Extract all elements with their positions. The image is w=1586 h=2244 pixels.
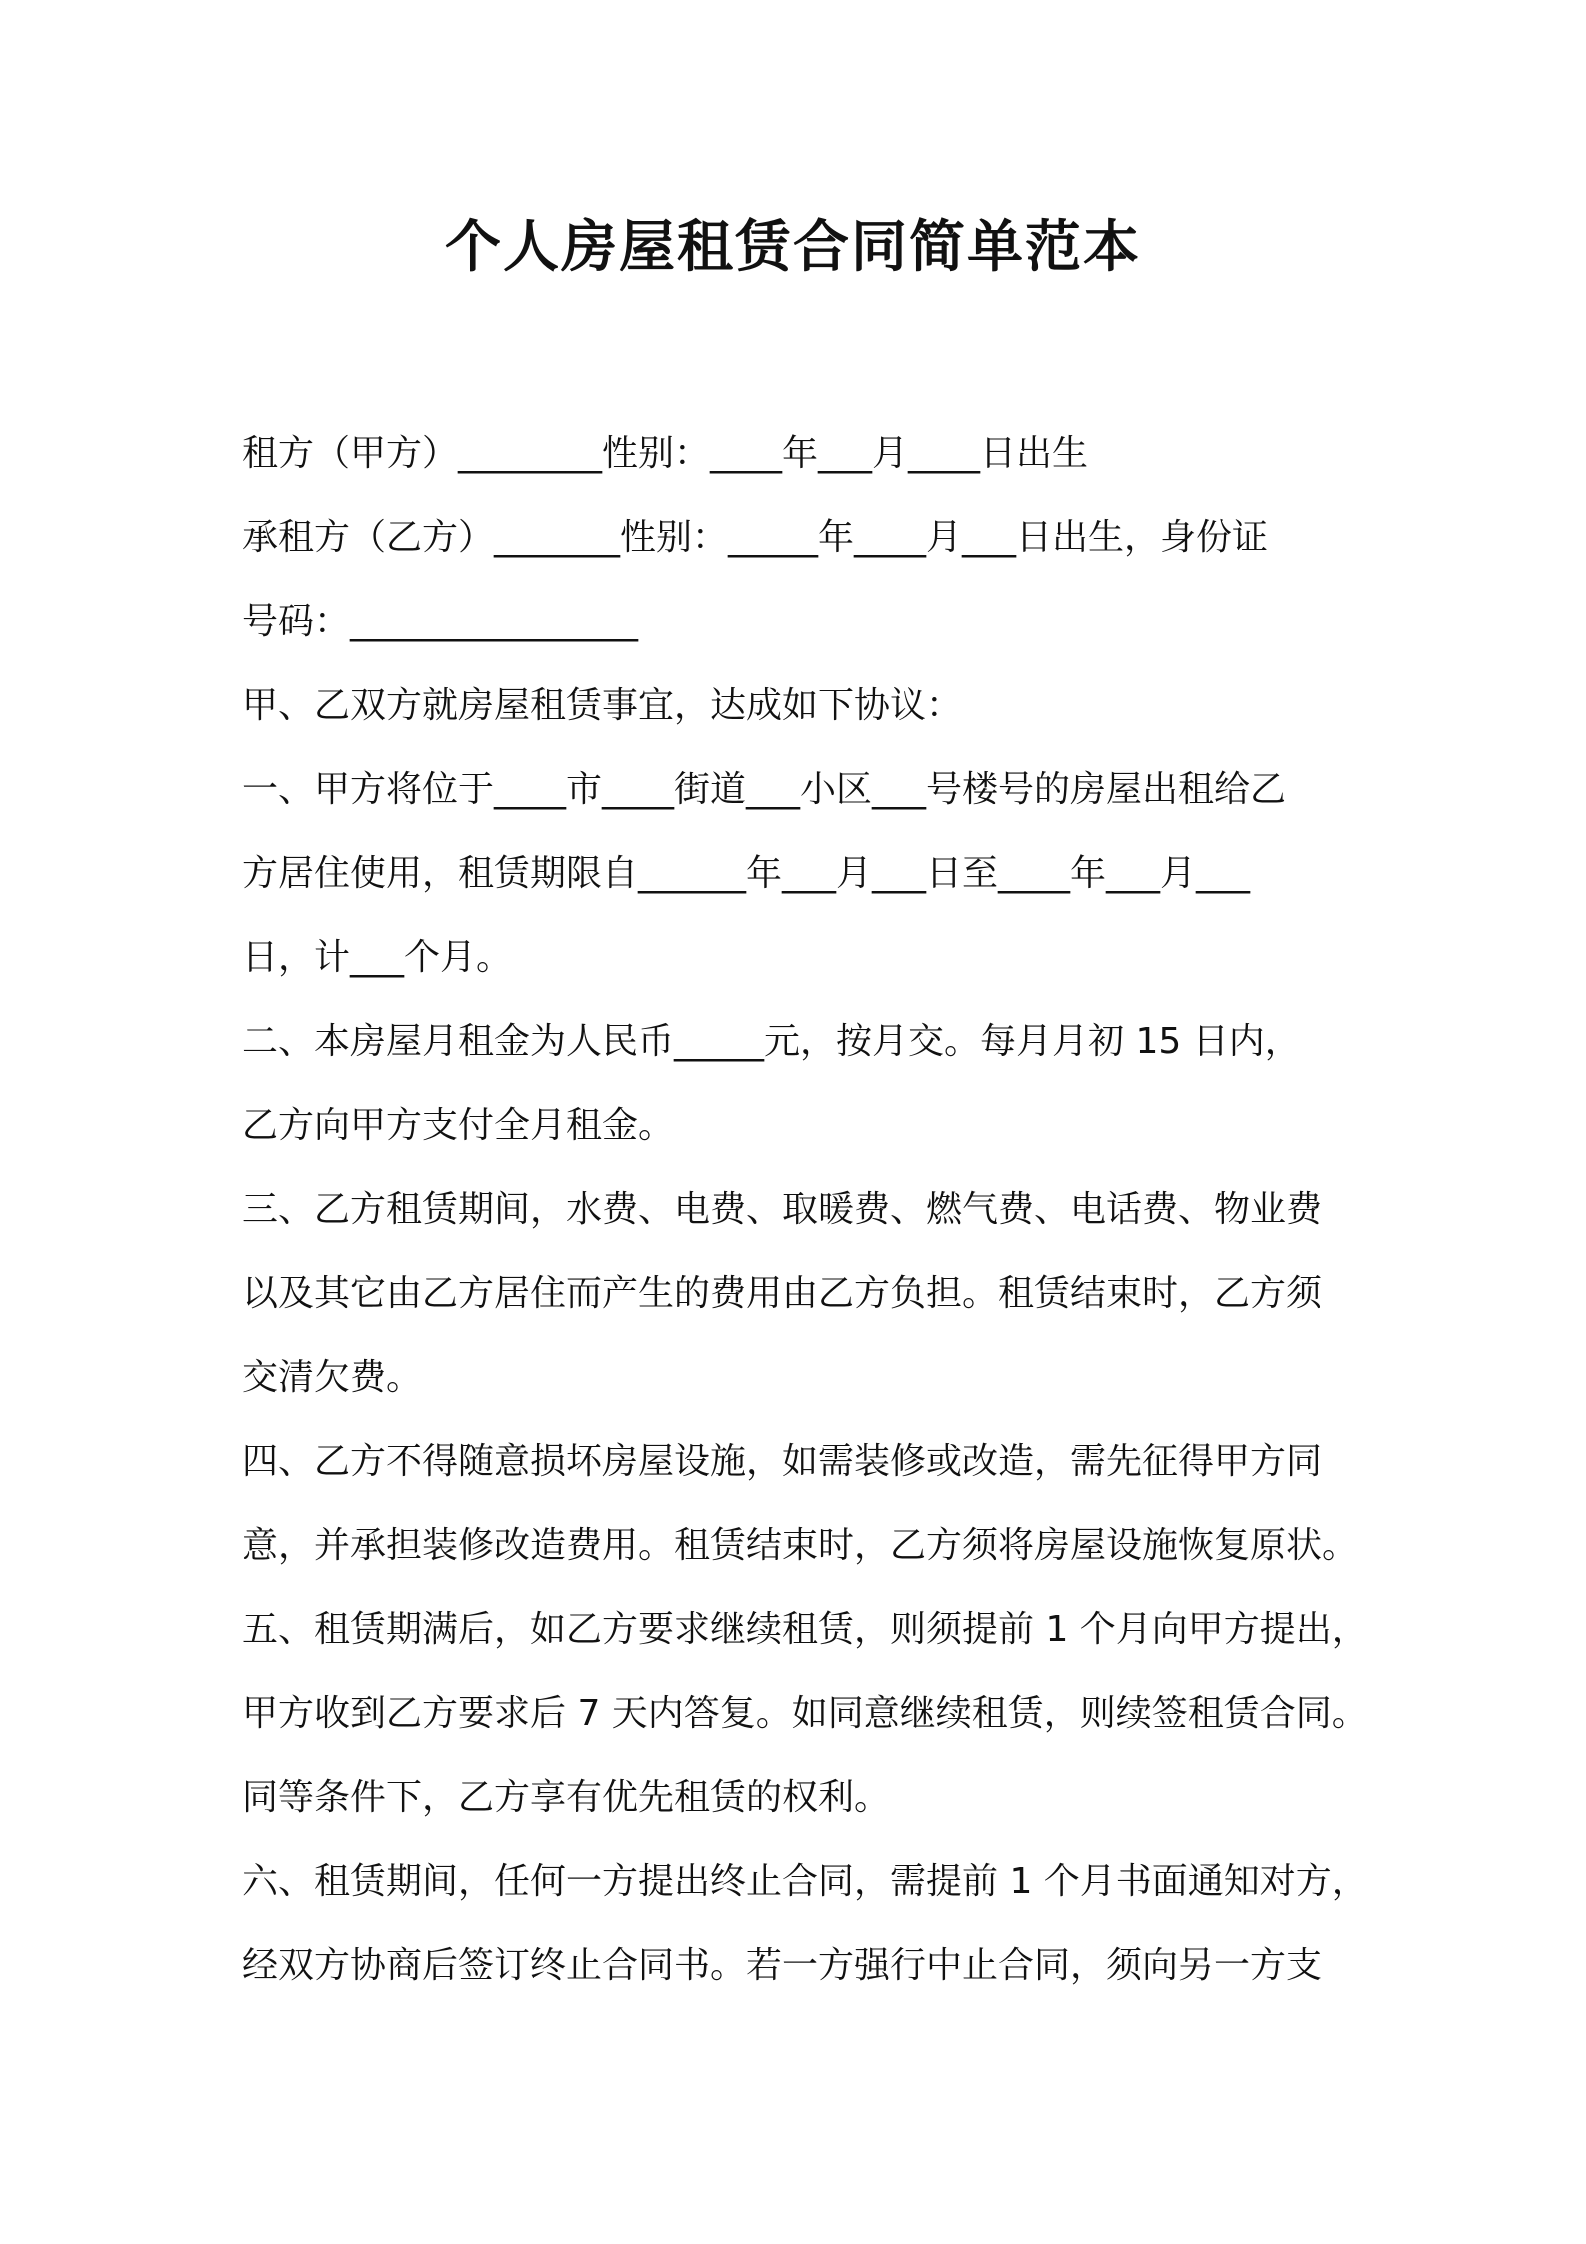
clause-3-line-3: 交清欠费。	[242, 1357, 423, 1398]
clause-1-line-3: 日，计___个月。	[242, 937, 513, 978]
clause-2-line-1: 二、本房屋月租金为人民币_____元，按月交。每月月初 15 日内，	[242, 1021, 1301, 1062]
clause-5-line-3: 同等条件下，乙方享有优先租赁的权利。	[242, 1777, 891, 1818]
clause-6-line-1: 六、租赁期间，任何一方提出终止合同，需提前 1 个月书面通知对方，	[242, 1861, 1368, 1902]
clause-3-line-2: 以及其它由乙方居住而产生的费用由乙方负担。租赁结束时，乙方须	[242, 1273, 1323, 1314]
clause-5-line-2: 甲方收到乙方要求后 7 天内答复。如同意继续租赁，则续签租赁合同。	[242, 1693, 1368, 1734]
party-a-line: 租方（甲方）________性别：____年___月____日出生	[242, 433, 1089, 474]
clause-1-line-1: 一、甲方将位于____市____街道___小区___号楼号的房屋出租给乙	[242, 769, 1287, 810]
clause-2-line-2: 乙方向甲方支付全月租金。	[242, 1105, 675, 1146]
party-b-id-line: 号码：________________	[242, 601, 639, 642]
clause-5-line-1: 五、租赁期满后，如乙方要求继续租赁，则须提前 1 个月向甲方提出，	[242, 1609, 1368, 1650]
party-b-line: 承租方（乙方）_______性别：_____年____月___日出生，身份证	[242, 517, 1269, 558]
clause-1-line-2: 方居住使用，租赁期限自______年___月___日至____年___月___	[242, 853, 1251, 894]
clause-4-line-2: 意，并承担装修改造费用。租赁结束时，乙方须将房屋设施恢复原状。	[242, 1525, 1359, 1566]
clause-3-line-1: 三、乙方租赁期间，水费、电费、取暖费、燃气费、电话费、物业费	[242, 1189, 1323, 1230]
clause-4-line-1: 四、乙方不得随意损坏房屋设施，如需装修或改造，需先征得甲方同	[242, 1441, 1323, 1482]
clause-6-line-2: 经双方协商后签订终止合同书。若一方强行中止合同，须向另一方支	[242, 1945, 1323, 1986]
agreement-intro: 甲、乙双方就房屋租赁事宜，达成如下协议：	[242, 685, 963, 726]
document-body	[242, 412, 1368, 2008]
document-title: 个人房屋租赁合同简单范本	[445, 215, 1141, 280]
